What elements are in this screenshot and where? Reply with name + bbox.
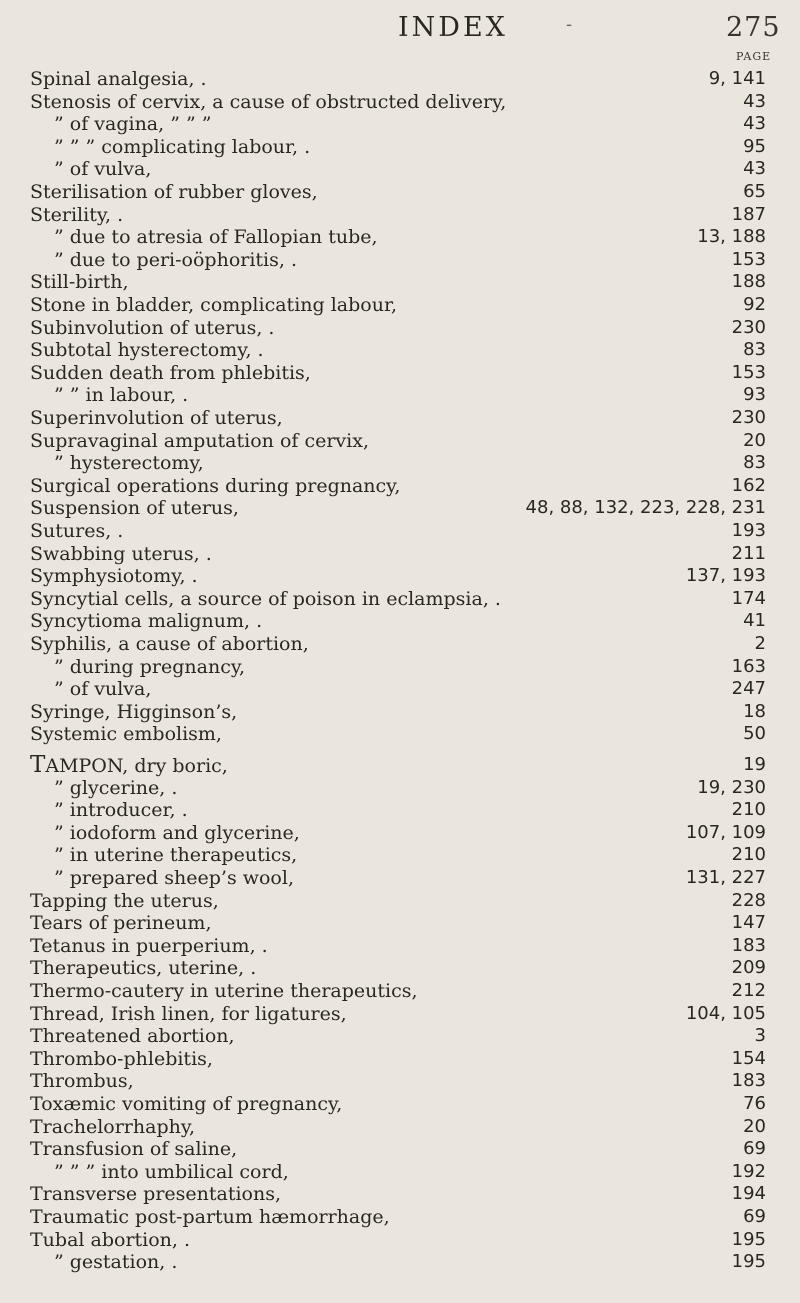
index-entry — [0, 799, 800, 821]
index-entry-page: 211 — [731, 542, 766, 564]
index-entry — [0, 430, 800, 452]
index-entry-page: 188 — [731, 271, 766, 293]
index-entry-page: 13, 188 — [697, 226, 766, 248]
index-entry-term: ” hysterectomy, — [54, 452, 204, 475]
index-entry-page: 153 — [731, 361, 766, 383]
index-entry-page: 20 — [743, 429, 766, 451]
index-entry-page: 192 — [731, 1160, 766, 1182]
index-entry-page: 20 — [743, 1115, 766, 1137]
index-entry — [0, 91, 800, 113]
index-entry — [0, 294, 800, 316]
index-entry — [0, 822, 800, 844]
index-entry-term: Supravaginal amputation of cervix, — [30, 429, 369, 452]
index-entry-term: Syncytioma malignum, . — [30, 610, 263, 633]
index-entry — [0, 565, 800, 587]
index-entry — [0, 339, 800, 361]
index-entry — [0, 362, 800, 384]
index-entry-term: Transfusion of saline, — [30, 1138, 238, 1161]
index-entry-page: 50 — [743, 723, 766, 745]
index-entry-page: 163 — [731, 655, 766, 677]
index-entry-page: 194 — [731, 1183, 766, 1205]
index-entry-term: Systemic embolism, — [30, 723, 222, 746]
index-entry — [0, 1183, 800, 1205]
index-entry-term: ” due to peri-oöphoritis, . — [54, 248, 297, 271]
index-entry — [0, 890, 800, 912]
index-entry — [0, 777, 800, 799]
index-entry — [0, 935, 800, 957]
index-entry-term: Sterility, . — [30, 203, 124, 226]
index-entry — [0, 475, 800, 497]
index-entry-term: Tears of perineum, — [30, 912, 212, 935]
index-entry — [0, 543, 800, 565]
index-entry-term: Thrombo-phlebitis, — [30, 1047, 213, 1070]
index-entry-term: Tapping the uterus, — [30, 889, 219, 912]
index-entry-page: 19, 230 — [697, 776, 766, 798]
index-entry — [0, 271, 800, 293]
index-entry-page: 18 — [743, 700, 766, 722]
index-entry — [0, 701, 800, 723]
index-entry-term: Thread, Irish linen, for ligatures, — [30, 1002, 347, 1025]
index-entry-term: ” ” ” complicating labour, . — [54, 135, 311, 158]
index-entry — [0, 1206, 800, 1228]
index-entry-term: ” of vulva, — [54, 678, 152, 701]
index-entry — [0, 158, 800, 180]
index-entry-term: Subinvolution of uterus, . — [30, 316, 275, 339]
index-entry-page: 93 — [743, 384, 766, 406]
index-entry-page: 43 — [743, 158, 766, 180]
index-entry — [0, 452, 800, 474]
index-entry — [0, 181, 800, 203]
index-entry — [0, 407, 800, 429]
index-entry-term: Trachelorrhaphy, — [30, 1115, 196, 1138]
index-entry-page: 174 — [731, 587, 766, 609]
index-entry-page: 69 — [743, 1206, 766, 1227]
header-separator: - — [566, 14, 573, 35]
index-entry-term: ” gestation, . — [54, 1251, 178, 1274]
index-entry-page: 76 — [743, 1093, 766, 1114]
index-entry-term: Spinal analgesia, . — [30, 68, 207, 90]
index-entry-term: ” glycerine, . — [54, 776, 178, 799]
index-entry — [0, 844, 800, 866]
index-entry — [0, 68, 800, 90]
index-entry — [0, 1048, 800, 1070]
index-entry-page: 162 — [731, 474, 766, 496]
index-entry-page: 83 — [743, 339, 766, 361]
index-entry-term: Thrombus, — [30, 1070, 134, 1093]
index-entry — [0, 678, 800, 700]
index-entry-term: Tubal abortion, . — [30, 1228, 191, 1251]
index-entry — [0, 1251, 800, 1273]
index-entry-page: 92 — [743, 294, 766, 315]
index-entry-term: ” prepared sheep’s wool, — [54, 867, 294, 889]
index-entry — [0, 588, 800, 610]
index-entry-term: Therapeutics, uterine, . — [30, 957, 257, 980]
index-entry-term: ” due to atresia of Fallopian tube, — [54, 226, 378, 249]
index-entry-term: ” ” ” into umbilical cord, — [54, 1160, 289, 1183]
index-entry-term: ” ” in labour, . — [54, 384, 189, 407]
index-entry — [0, 204, 800, 226]
index-entry — [0, 867, 800, 889]
index-entry-page: 147 — [731, 912, 766, 934]
index-entry-term: Swabbing uterus, . — [30, 542, 212, 565]
index-entry-page: 212 — [731, 980, 766, 1001]
index-entry — [0, 317, 800, 339]
index-entry-term: Stenosis of cervix, a cause of obstructed delivery, — [30, 90, 507, 113]
index-entry-page: 230 — [731, 407, 766, 428]
index-entry-term: Syphilis, a cause of abortion, — [30, 633, 309, 655]
index-entry-term: Suspension of uterus, — [30, 497, 239, 520]
index-entry — [0, 1093, 800, 1115]
index-entry — [0, 980, 800, 1002]
index-entry-page: 195 — [731, 1228, 766, 1250]
index-entry — [0, 1138, 800, 1160]
index-entry-page: 137, 193 — [685, 565, 766, 587]
index-entry-page: 43 — [743, 90, 766, 112]
index-entry — [0, 957, 800, 979]
index-entry-term — [30, 754, 228, 777]
index-entry-term: ” introducer, . — [54, 799, 188, 822]
index-entry — [0, 249, 800, 271]
index-entry-term: Superinvolution of uterus, — [30, 407, 283, 429]
index-entry — [0, 226, 800, 248]
index-entry — [0, 633, 800, 655]
index-entry-term: ” of vagina, ” ” ” — [54, 113, 212, 136]
index-entry-page: 187 — [731, 203, 766, 225]
index-entry-term: Toxæmic vomiting of pregnancy, — [30, 1093, 343, 1115]
index-entry-page: 247 — [731, 678, 766, 700]
index-entry-page: 95 — [743, 135, 766, 157]
index-entry-term: Syringe, Higginson’s, — [30, 700, 238, 723]
index-entry-page: 154 — [731, 1047, 766, 1069]
index-entry-page: 153 — [731, 248, 766, 270]
index-entry — [0, 136, 800, 158]
index-entry-term-rest: AMPON, dry boric, — [45, 755, 228, 777]
index-entry — [0, 113, 800, 135]
index-entry-term: Traumatic post-partum hæmorrhage, — [30, 1206, 390, 1228]
index-entry-page: 19 — [743, 754, 766, 775]
index-entry — [0, 1229, 800, 1251]
index-entry-page: 9, 141 — [708, 68, 766, 89]
index-entry-term: Thermo-cautery in uterine therapeutics, — [30, 980, 418, 1002]
index-entry — [0, 754, 800, 776]
page-column-label: PAGE — [736, 50, 772, 63]
index-entry-term: ” iodoform and glycerine, — [54, 821, 300, 844]
page-header — [0, 12, 800, 48]
index-entry — [0, 384, 800, 406]
index-entry — [0, 520, 800, 542]
index-entry-page: 183 — [731, 934, 766, 956]
index-entry-page: 210 — [731, 844, 766, 866]
index-entry — [0, 1116, 800, 1138]
index-entry-term: ” of vulva, — [54, 158, 152, 181]
index-entry-term: Tetanus in puerperium, . — [30, 934, 268, 957]
index-entry-term: Sudden death from phlebitis, — [30, 361, 311, 384]
index-entry-term: Still-birth, — [30, 271, 129, 294]
index-entry — [0, 497, 800, 519]
index-entry-page: 183 — [731, 1070, 766, 1092]
index-entry-term: Stone in bladder, complicating labour, — [30, 294, 397, 316]
index-entry-term: Surgical operations during pregnancy, — [30, 474, 401, 497]
index-entry-term: ” in uterine therapeutics, — [54, 844, 298, 867]
index-entry-page: 48, 88, 132, 223, 228, 231 — [525, 497, 766, 519]
index-entry — [0, 1161, 800, 1183]
index-entry-term: Syncytial cells, a source of poison in eclampsia, . — [30, 587, 501, 610]
page-title: INDEX — [398, 12, 508, 43]
index-entry-page: 69 — [743, 1138, 766, 1160]
index-entry — [0, 723, 800, 745]
index-entry — [0, 610, 800, 632]
index-entry-page: 195 — [731, 1251, 766, 1273]
index-entry-term: ” during pregnancy, — [54, 655, 246, 678]
index-entry-page: 41 — [743, 610, 766, 632]
index-entry-page: 228 — [731, 889, 766, 911]
index-entry-page: 65 — [743, 181, 766, 202]
page-number: 275 — [726, 12, 781, 43]
index-entry-page: 193 — [731, 520, 766, 541]
index-entry-page: 43 — [743, 113, 766, 135]
index-entry — [0, 1003, 800, 1025]
index-entry — [0, 656, 800, 678]
index-entry-term: Sutures, . — [30, 520, 124, 542]
index-entry-initial: T — [30, 752, 46, 778]
index-entry-page: 3 — [754, 1025, 766, 1047]
index-entry-page: 104, 105 — [685, 1002, 766, 1024]
index-entry-term: Threatened abortion, — [30, 1025, 235, 1048]
index-entry — [0, 912, 800, 934]
index-entry-page: 131, 227 — [685, 867, 766, 888]
index-entry-page: 210 — [731, 799, 766, 821]
index-entry — [0, 1025, 800, 1047]
index-entry-page: 107, 109 — [685, 821, 766, 843]
index-entry — [0, 1070, 800, 1092]
index-entry-page: 83 — [743, 452, 766, 474]
index-entry-page: 209 — [731, 957, 766, 979]
index-entry-term: Sterilisation of rubber gloves, — [30, 181, 318, 203]
index-entry-page: 2 — [754, 633, 766, 654]
index-entry-term: Transverse presentations, — [30, 1183, 282, 1206]
index-entry-term: Symphysiotomy, . — [30, 565, 198, 588]
index-entry-term: Subtotal hysterectomy, . — [30, 339, 264, 362]
index-entry-page: 230 — [731, 316, 766, 338]
